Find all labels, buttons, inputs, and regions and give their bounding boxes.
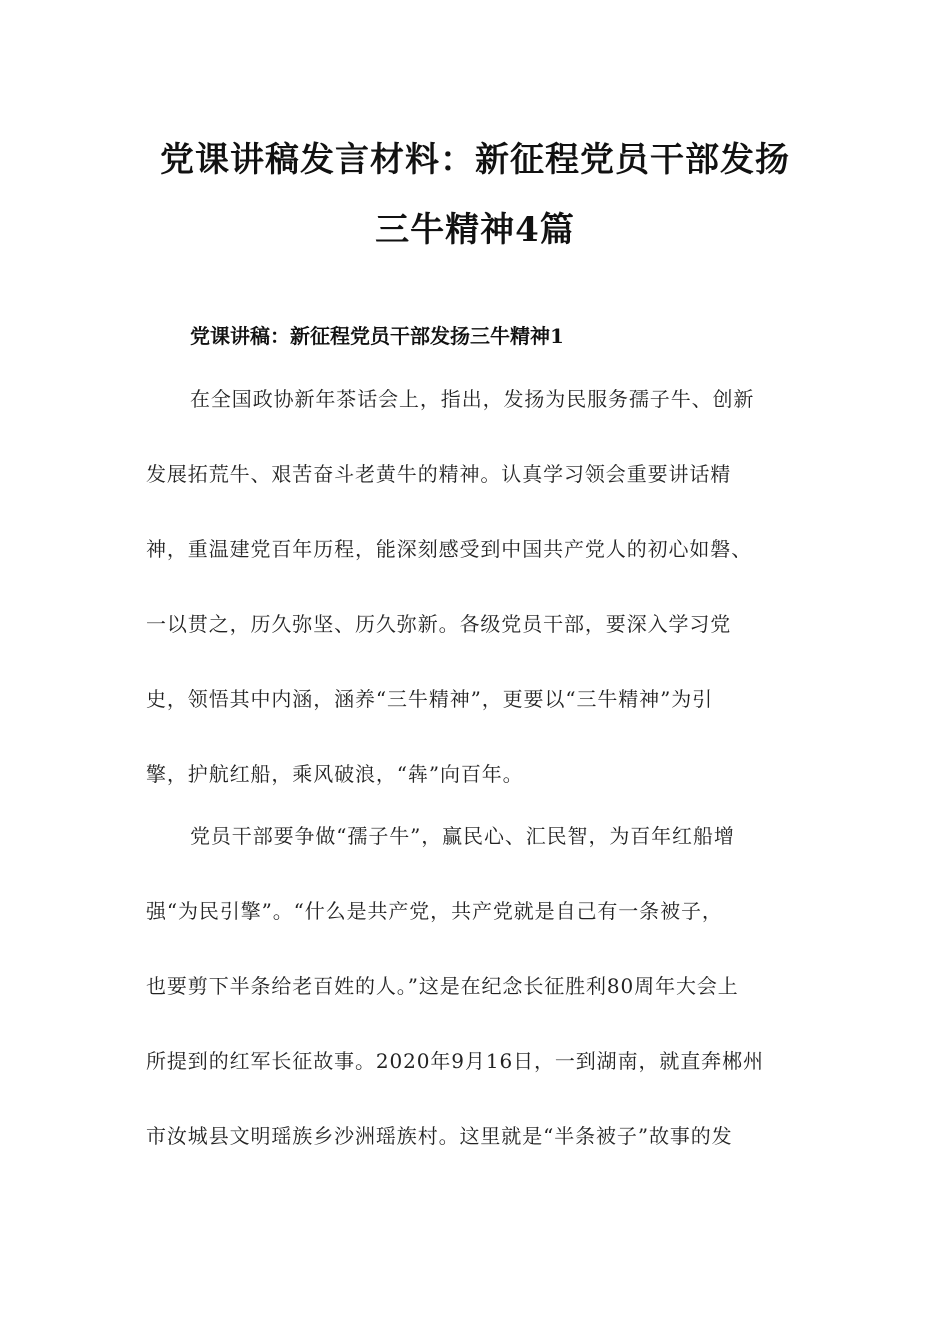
document-title-line-1: 党课讲稿发言材料：新征程党员干部发扬 [160,140,790,180]
body-line: 在全国政协新年茶话会上，指出，发扬为民服务孺子牛、创新 [190,387,755,411]
document-title-line-2: 三牛精神4篇 [375,210,575,250]
body-line: 市汝城县文明瑶族乡沙洲瑶族村。这里就是“半条被子”故事的发 [146,1124,733,1148]
body-line: 史，领悟其中内涵，涵养“三牛精神”，更要以“三牛精神”为引 [146,687,713,711]
body-line: 也要剪下半条给老百姓的人。”这是在纪念长征胜利80周年大会上 [146,974,739,998]
body-line: 一以贯之，历久弥坚、历久弥新。各级党员干部，要深入学习党 [146,612,732,636]
body-line: 神，重温建党百年历程，能深刻感受到中国共产党人的初心如磐、 [146,537,753,561]
section-heading: 党课讲稿：新征程党员干部发扬三牛精神1 [190,324,564,348]
body-line: 发展拓荒牛、艰苦奋斗老黄牛的精神。认真学习领会重要讲话精 [146,462,732,486]
body-line: 强“为民引擎”。“什么是共产党，共产党就是自己有一条被子， [146,899,723,923]
body-line: 党员干部要争做“孺子牛”，赢民心、汇民智，为百年红船增 [190,824,735,848]
body-line: 所提到的红军长征故事。2020年9月16日，一到湖南，就直奔郴州 [146,1049,764,1073]
body-line: 擎，护航红船，乘风破浪，“犇”向百年。 [146,762,524,786]
